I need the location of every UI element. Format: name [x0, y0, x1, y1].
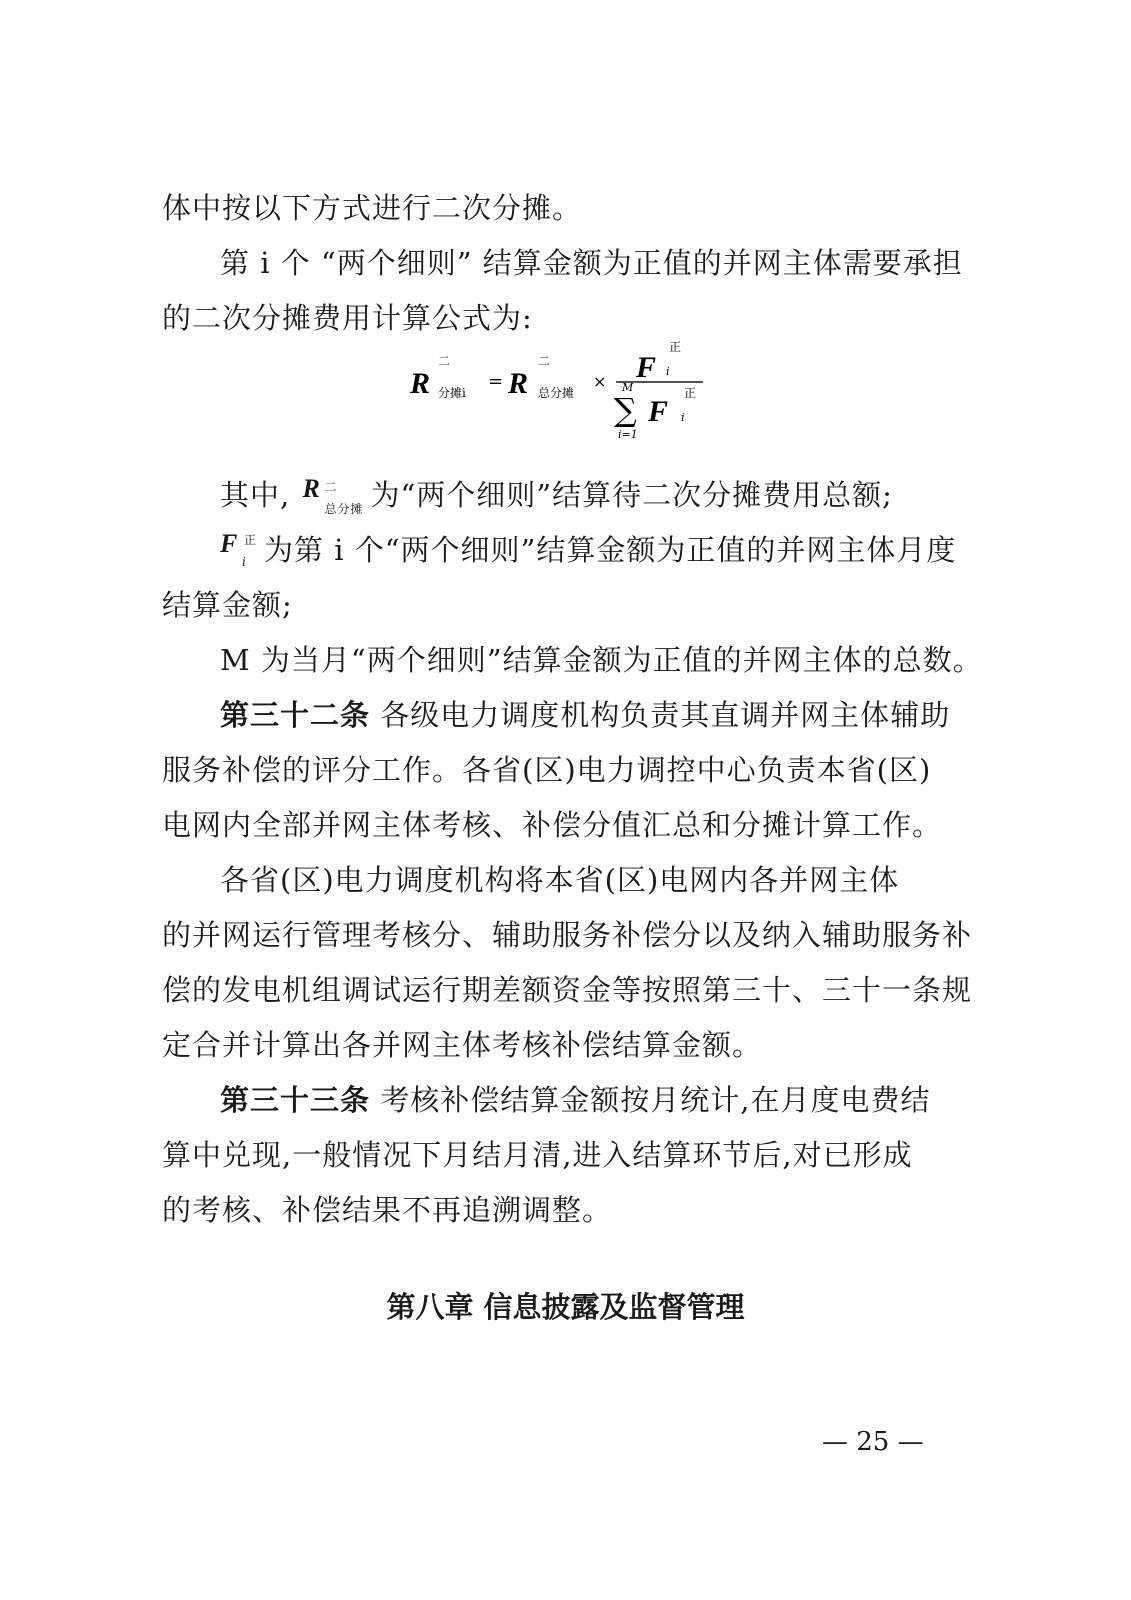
paragraph-line	[220, 530, 960, 570]
article-heading: 第三十二条	[220, 698, 371, 732]
article-heading: 第三十三条	[220, 1083, 371, 1117]
formula-symbol: ∑	[614, 391, 637, 429]
formula-symbol: 二	[324, 480, 338, 494]
paragraph-line: 体中按以下方式进行二次分摊。	[162, 191, 583, 225]
formula-symbol: M	[622, 381, 634, 394]
formula-symbol: R	[508, 367, 529, 400]
paragraph-text: 其中,	[220, 478, 291, 512]
paragraph-line: 的考核、补偿结果不再追溯调整。	[162, 1193, 613, 1227]
paragraph-line: 服务补偿的评分工作。各省(区)电力调控中心负责本省(区)	[162, 753, 932, 787]
paragraph-line: M 为当月“两个细则”结算金额为正值的并网主体的总数。	[220, 643, 983, 677]
paragraph-line: 偿的发电机组调试运行期差额资金等按照第三十、三十一条规	[162, 973, 973, 1007]
formula-symbol: 分摊i	[438, 386, 466, 400]
formula-symbol: i	[681, 411, 685, 424]
paragraph-line: 电网内全部并网主体考核、补偿分值汇总和分摊计算工作。	[162, 808, 943, 842]
formula-symbol: R	[302, 474, 321, 503]
formula-symbol: F	[220, 529, 239, 558]
paragraph-line: 第 i 个 “两个细则” 结算金额为正值的并网主体需要承担	[220, 246, 963, 280]
paragraph-line: 算中兑现,一般情况下月结月清,进入结算环节后,对已形成	[162, 1138, 913, 1172]
chapter-title: 第八章 信息披露及监督管理	[386, 1290, 745, 1324]
formula-symbol: 总分摊	[324, 502, 364, 516]
formula-symbol: 二	[438, 354, 451, 368]
formula-symbol: i	[666, 365, 670, 378]
formula-symbol: i=1	[618, 428, 638, 441]
paragraph-line	[220, 475, 960, 515]
formula-symbol: ×	[593, 372, 607, 391]
formula-symbol: R	[410, 367, 431, 400]
formula-symbol: F	[648, 395, 669, 428]
paragraph-text: 各级电力调度机构负责其直调并网主体辅助	[370, 698, 951, 732]
formula-symbol: 正	[684, 386, 697, 400]
paragraph-line: 的并网运行管理考核分、辅助服务补偿分以及纳入辅助服务补	[162, 918, 973, 952]
paragraph-text: 考核补偿结算金额按月统计,在月度电费结	[370, 1083, 931, 1117]
allocation-formula	[408, 335, 728, 445]
formula-symbol: 总分摊	[538, 386, 575, 400]
paragraph-text: 为第 i 个“两个细则”结算金额为正值的并网主体月度	[264, 533, 957, 567]
paragraph-line: 的二次分摊费用计算公式为:	[162, 301, 533, 335]
formula-svg	[408, 335, 728, 445]
formula-symbol: =	[488, 371, 504, 392]
paragraph-text: 为“两个细则”结算待二次分摊费用总额;	[370, 478, 893, 512]
paragraph-line: 定合并计算出各并网主体考核补偿结算金额。	[162, 1028, 763, 1062]
paragraph-line: 各省(区)电力调度机构将本省(区)电网内各并网主体	[220, 863, 900, 897]
paragraph-line: 结算金额;	[162, 588, 293, 622]
formula-symbol: 正	[669, 340, 682, 354]
formula-symbol: 二	[538, 354, 551, 368]
inline-formula-f-positive	[220, 529, 264, 569]
article-32-line	[220, 695, 960, 735]
formula-symbol: F	[636, 351, 657, 384]
article-33-line	[220, 1080, 960, 1120]
formula-symbol: 正	[244, 533, 258, 547]
inline-formula-r-total	[300, 474, 370, 516]
page-number: — 25 —	[822, 1427, 924, 1457]
formula-symbol: i	[242, 555, 247, 569]
